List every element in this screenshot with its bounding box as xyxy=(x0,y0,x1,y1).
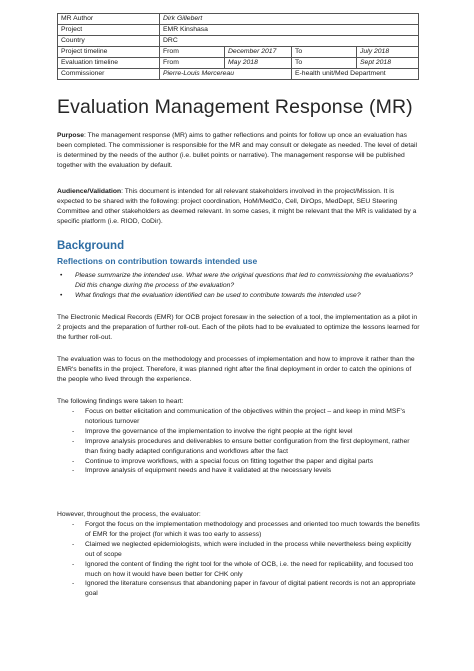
list-item xyxy=(57,437,422,457)
dash-marker: - xyxy=(72,540,75,548)
dash-marker: - xyxy=(72,408,75,415)
dash-marker: - xyxy=(72,467,75,475)
metadata-table xyxy=(57,13,419,80)
list-item xyxy=(57,560,422,580)
finding-text: Continue to improve workflows, with a special focus on fitting together the paper and digital parts xyxy=(85,457,374,465)
table-row xyxy=(58,36,419,47)
list-item xyxy=(57,540,422,560)
mr-author-value: Dirk Gillebert xyxy=(160,14,419,25)
table-row xyxy=(58,47,419,58)
dash-marker: - xyxy=(72,580,75,588)
department-value: E-health unit/Med Department xyxy=(292,69,419,80)
list-item xyxy=(57,457,422,467)
audience-label: Audience/Validation xyxy=(57,188,122,195)
dash-marker: - xyxy=(72,560,75,568)
audience-paragraph xyxy=(57,187,422,227)
table-row xyxy=(58,25,419,36)
country-label: Country xyxy=(58,36,160,47)
dash-marker: - xyxy=(72,521,75,528)
background-heading: Background xyxy=(57,240,125,252)
purpose-paragraph xyxy=(57,131,422,171)
finding-text: Improve analysis of equipment needs and have it validated at the necessary levels xyxy=(85,467,332,475)
findings-intro: The following findings were taken to heart: xyxy=(57,398,184,405)
list-item xyxy=(57,271,422,291)
evaluator-point-text: Ignored the literature consensus that abandoning paper in favour of digital patient records is not an appropriate goal xyxy=(85,580,416,598)
country-value: DRC xyxy=(160,36,419,47)
document-title: Evaluation Management Response (MR) xyxy=(57,96,413,118)
evaluation-timeline-end: Sept 2018 xyxy=(357,58,419,69)
list-item xyxy=(57,579,422,599)
question-text: Please summarize the intended use. What were the original questions that led to commissioning the evaluations? Did this change during the process of the evaluation? xyxy=(75,272,414,289)
questions-list xyxy=(57,271,422,301)
evaluation-timeline-start: May 2018 xyxy=(225,58,292,69)
project-timeline-from: From xyxy=(160,47,225,58)
evaluation-timeline-to: To xyxy=(292,58,357,69)
emr-paragraph: The Electronic Medical Records (EMR) for OCB project foresaw in the selection of a tool, the implementation as a pilot in 2 projects and the preparation of further roll-out. Each of the pilots had to be evaluated to optimize the lessons learned for the further roll-out. xyxy=(57,314,420,341)
purpose-text: : The management response (MR) aims to gather reflections and points for follow up once an evaluation has been completed. The commissioner is responsible for the MR and may consult or delegate as needed. The level of detail is determined by the needs of the author (i.e. bullet points or narrative). The management response will be published together with the evaluation by default. xyxy=(57,132,417,169)
project-timeline-end: July 2018 xyxy=(357,47,419,58)
table-row xyxy=(58,14,419,25)
however-intro: However, throughout the process, the evaluator: xyxy=(57,511,201,518)
project-value: EMR Kinshasa xyxy=(160,25,419,36)
finding-text: Improve the governance of the implementation to involve the right people at the right level xyxy=(85,427,353,435)
audience-text: : This document is intended for all relevant stakeholders involved in the project/Mission. It is expected to be shared with the following: project coordination, HoM/MedCo, Cell, DirOps, MedDept, SEU Steering Committee and other stakeholders as deemed relevant. In some cases, it might be relevant that the MR is validated by a specific platform (i.e. RIOD, CoDir). xyxy=(57,188,417,225)
table-row xyxy=(58,58,419,69)
project-timeline-label: Project timeline xyxy=(58,47,160,58)
question-text: What findings that the evaluation identified can be used to contribute towards the intended use? xyxy=(75,291,361,299)
commissioner-value: Pierre-Louis Mercereau xyxy=(160,69,292,80)
finding-text: Focus on better elicitation and communication of the objectives within the project – and keep in mind MSF's notorious turnover xyxy=(85,408,406,425)
evaluator-point-text: Ignored the content of finding the right tool for the whole of OCB, i.e. the need for replicability, and focused too much on how it would have been better for CHK only xyxy=(85,560,414,578)
evaluation-timeline-from: From xyxy=(160,58,225,69)
purpose-label: Purpose xyxy=(57,132,85,139)
finding-text: Improve analysis procedures and deliverables to ensure better configuration from the first deployment, rather than fixing badly adapted configurations and workflows after the fact xyxy=(85,437,410,455)
reflections-heading: Reflections on contribution towards intended use xyxy=(57,256,258,266)
evaluator-point-text: Forgot the focus on the implementation methodology and processes and oriented too much towards the benefits of EMR for the project (for which it was too early to assess) xyxy=(85,521,420,538)
findings-list xyxy=(57,407,422,476)
focus-paragraph: The evaluation was to focus on the methodology and processes of implementation and how to improve it rather than the EMR's benefits in the project. Therefore, it was planned right after the final deployment in order to catch the opinions of the people who lived through the experience. xyxy=(57,356,415,383)
mr-author-label: MR Author xyxy=(58,14,160,25)
dash-marker: - xyxy=(72,457,75,465)
evaluator-points-list xyxy=(57,520,422,599)
bullet-marker: • xyxy=(60,291,63,299)
bullet-marker: • xyxy=(60,272,63,279)
project-timeline-to: To xyxy=(292,47,357,58)
commissioner-label: Commissioner xyxy=(58,69,160,80)
list-item xyxy=(57,291,422,301)
project-timeline-start: December 2017 xyxy=(225,47,292,58)
list-item xyxy=(57,520,422,540)
project-label: Project xyxy=(58,25,160,36)
list-item xyxy=(57,466,422,476)
evaluation-timeline-label: Evaluation timeline xyxy=(58,58,160,69)
table-row xyxy=(58,69,419,80)
dash-marker: - xyxy=(72,427,75,435)
list-item xyxy=(57,427,422,437)
list-item xyxy=(57,407,422,427)
evaluator-point-text: Claimed we neglected epidemiologists, which were included in the process while nevertheless being explicitly out of scope xyxy=(85,540,412,558)
dash-marker: - xyxy=(72,437,75,445)
